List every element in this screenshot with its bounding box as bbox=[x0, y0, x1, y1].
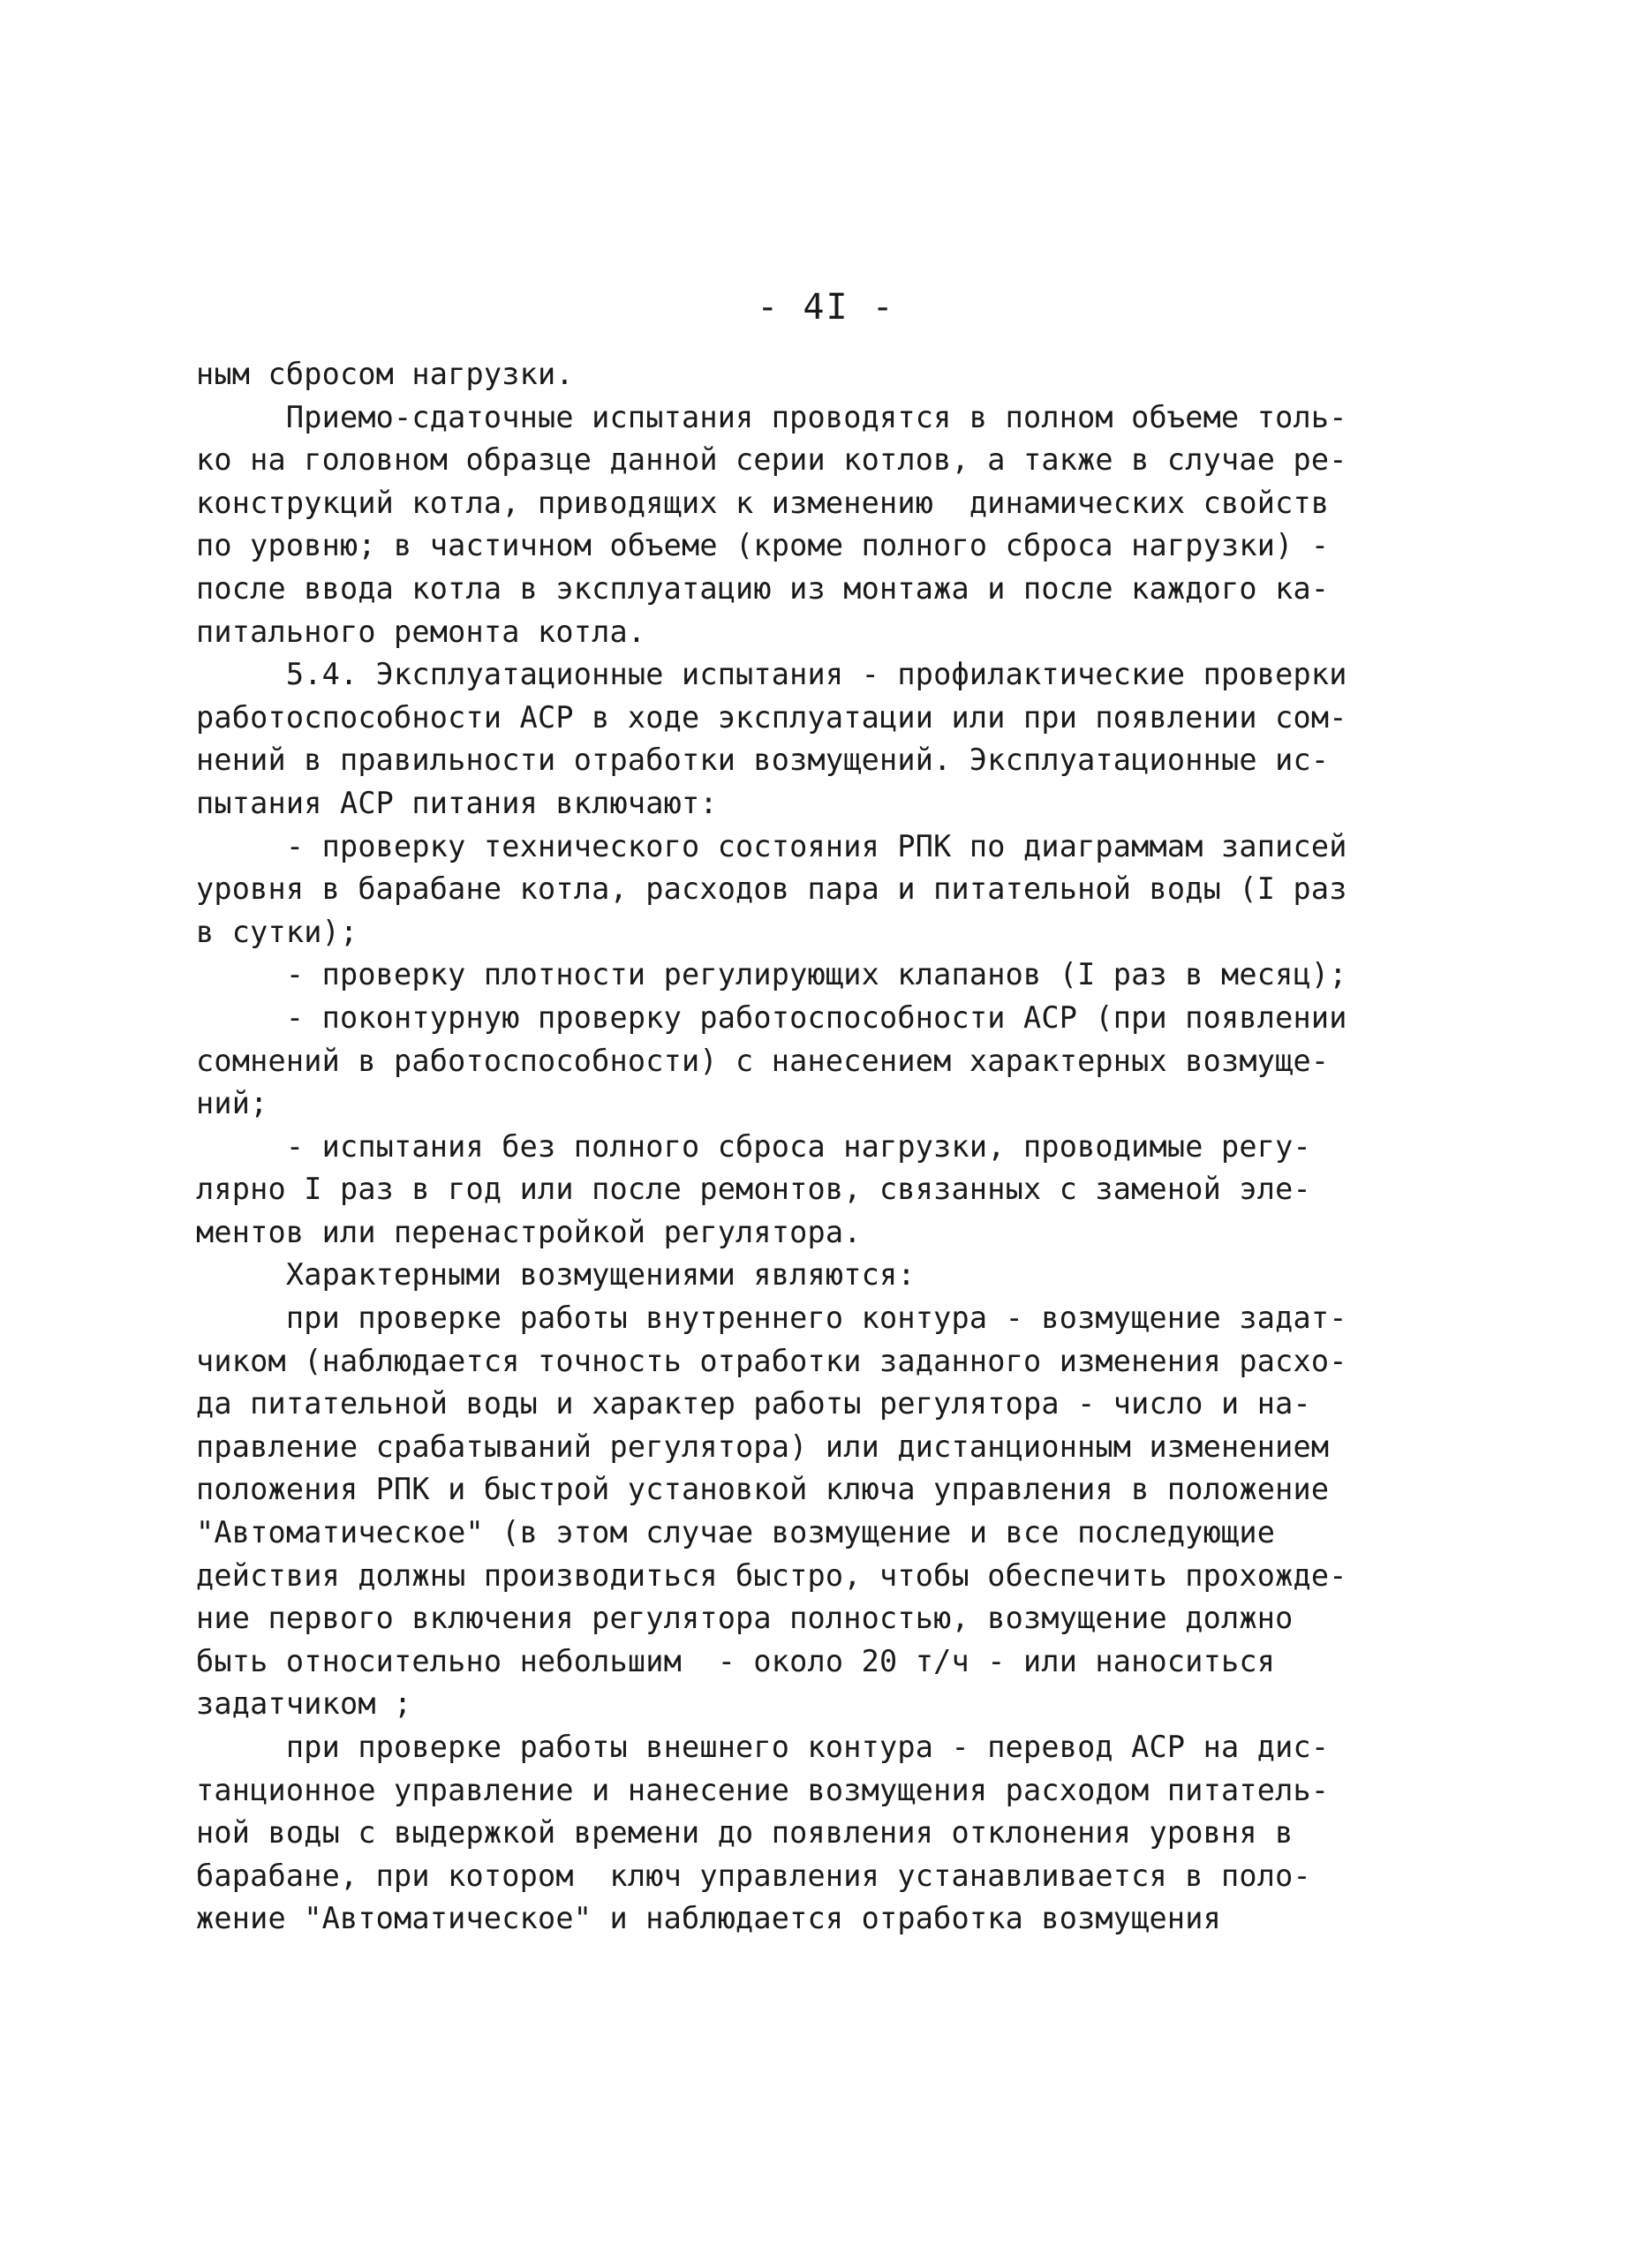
text-line: ментов или перенастройкой регулятора. bbox=[196, 1214, 862, 1249]
text-line: работоспособности АСР в ходе эксплуатации или при появлении сом- bbox=[196, 699, 1347, 735]
text-line: после ввода котла в эксплуатацию из монтажа и после каждого ка- bbox=[196, 570, 1330, 606]
text-line: "Автоматическое" (в этом случае возмущение и все последующие bbox=[196, 1515, 1276, 1550]
text-line: положения РПК и быстрой установкой ключа управления в положение bbox=[196, 1472, 1330, 1507]
text-line: жение "Автоматическое" и наблюдается отработка возмущения bbox=[196, 1901, 1222, 1936]
page-number: - 4I - bbox=[757, 287, 895, 328]
text-line: чиком (наблюдается точность отработки заданного изменения расхо- bbox=[196, 1343, 1347, 1378]
text-line: правление срабатываний регулятора) или дистанционным изменением bbox=[196, 1429, 1330, 1464]
text-line: ний; bbox=[196, 1086, 268, 1121]
text-line: нений в правильности отработки возмущений. Эксплуатационные ис- bbox=[196, 743, 1330, 778]
text-line: - проверку технического состояния РПК по диаграммам записей bbox=[196, 828, 1347, 863]
text-line: - проверку плотности регулирующих клапанов (I раз в месяц); bbox=[196, 957, 1347, 992]
text-line: уровня в барабане котла, расходов пара и питательной воды (I раз bbox=[196, 871, 1347, 907]
text-line: Приемо-сдаточные испытания проводятся в полном объеме толь- bbox=[196, 399, 1347, 434]
text-line: задатчиком ; bbox=[196, 1686, 412, 1722]
text-line: быть относительно небольшим - около 20 т/ч - или наноситься bbox=[196, 1643, 1276, 1678]
text-line: ной воды с выдержкой времени до появления отклонения уровня в bbox=[196, 1815, 1294, 1851]
text-line: ние первого включения регулятора полностью, возмущение должно bbox=[196, 1601, 1294, 1636]
text-line: ко на головном образце данной серии котлов, а также в случае ре- bbox=[196, 442, 1347, 478]
text-line: конструкций котла, приводящих к изменению динамических свойств bbox=[196, 485, 1330, 520]
text-line: барабане, при котором ключ управления устанавливается в поло- bbox=[196, 1858, 1311, 1893]
text-line: - поконтурную проверку работоспособности АСР (при появлении bbox=[196, 999, 1347, 1035]
text-line: ным сбросом нагрузки. bbox=[196, 357, 574, 391]
text-line: Характерными возмущениями являются: bbox=[196, 1257, 916, 1293]
text-line: лярно I раз в год или после ремонтов, связанных с заменой эле- bbox=[196, 1172, 1311, 1207]
text-line: при проверке работы внутреннего контура - возмущение задат- bbox=[196, 1301, 1347, 1336]
text-line: - испытания без полного сброса нагрузки, проводимые регу- bbox=[196, 1128, 1311, 1164]
text-line: 5.4. Эксплуатационные испытания - профилактические проверки bbox=[196, 657, 1347, 692]
text-line: питального ремонта котла. bbox=[196, 614, 646, 649]
text-line: танционное управление и нанесение возмущения расходом питатель- bbox=[196, 1772, 1330, 1807]
text-line: по уровню; в частичном объеме (кроме полного сброса нагрузки) - bbox=[196, 528, 1330, 563]
text-line: да питательной воды и характер работы регулятора - число и на- bbox=[196, 1386, 1311, 1421]
text-line: сомнений в работоспособности) с нанесением характерных возмуще- bbox=[196, 1043, 1330, 1078]
text-line: в сутки); bbox=[196, 914, 358, 949]
text-line: при проверке работы внешнего контура - перевод АСР на дис- bbox=[196, 1730, 1330, 1764]
text-line: пытания АСР питания включают: bbox=[196, 785, 718, 820]
text-line: действия должны производиться быстро, чтобы обеспечить прохожде- bbox=[196, 1557, 1347, 1593]
body-text bbox=[196, 353, 1347, 1941]
